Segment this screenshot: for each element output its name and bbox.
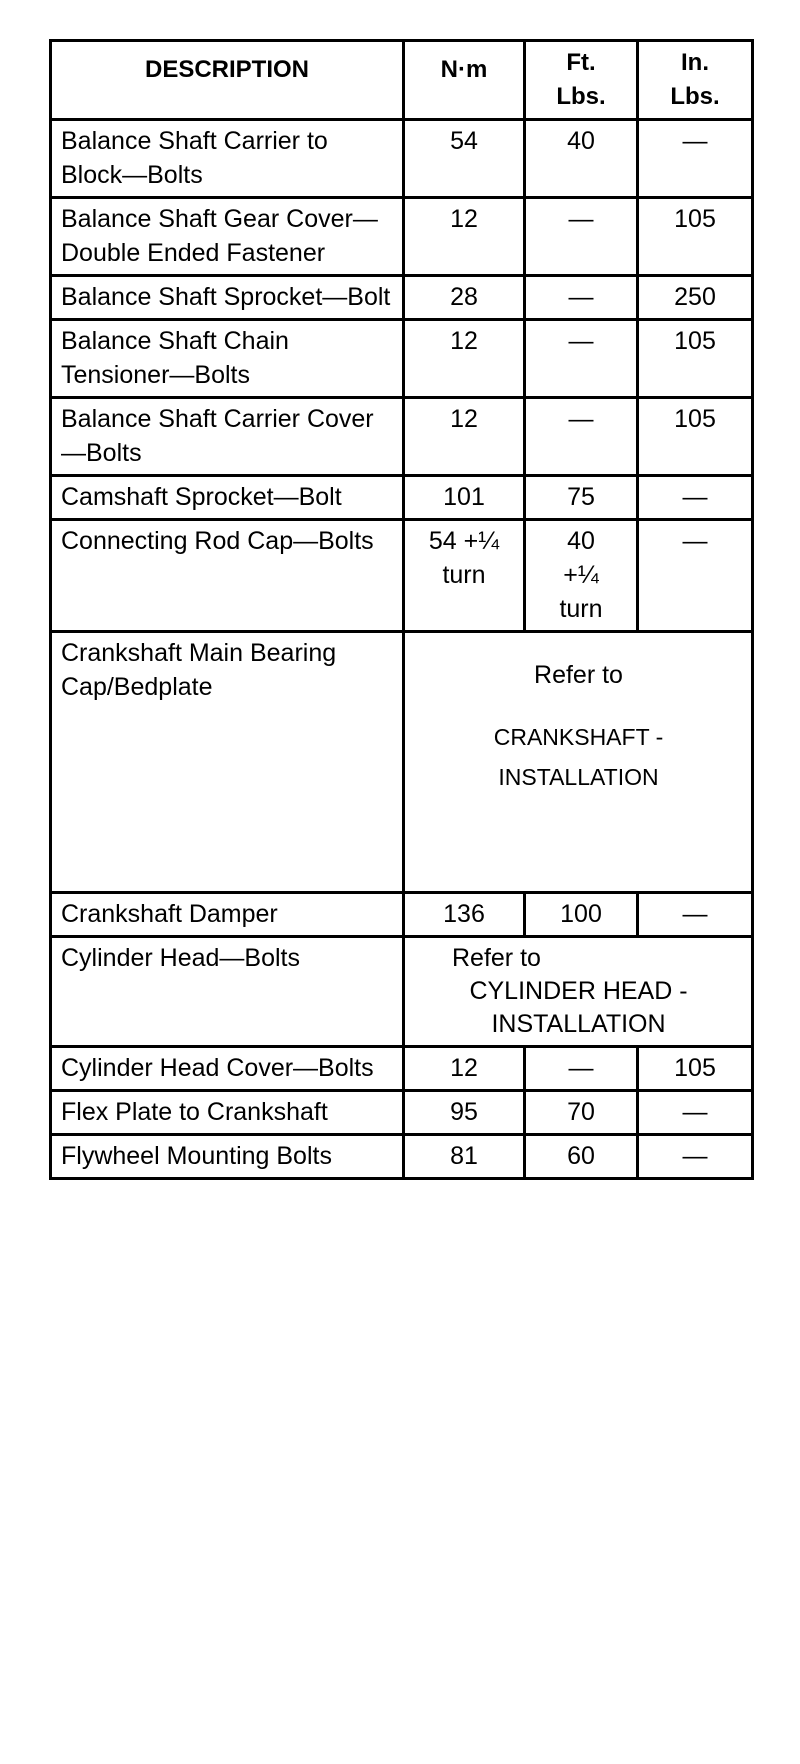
cell-nm: 101 bbox=[404, 476, 525, 520]
cell-ft-lbs: — bbox=[525, 276, 638, 320]
cell-ft-line2: +¼ bbox=[563, 561, 599, 589]
reference-line3: INSTALLATION bbox=[491, 1010, 666, 1038]
cell-ft-lbs: 100 bbox=[525, 893, 638, 937]
cell-ft-lbs bbox=[525, 520, 638, 632]
cell-description: Balance Shaft Carrier to Block—Bolts bbox=[51, 120, 404, 198]
cell-nm bbox=[404, 520, 525, 632]
cell-nm: 81 bbox=[404, 1135, 525, 1179]
cell-nm: 136 bbox=[404, 893, 525, 937]
cell-ft-lbs: 60 bbox=[525, 1135, 638, 1179]
header-in-lbs bbox=[638, 41, 753, 120]
table-row bbox=[51, 520, 753, 632]
cell-nm: 12 bbox=[404, 198, 525, 276]
cell-ft-lbs: 40 bbox=[525, 120, 638, 198]
cell-description: Camshaft Sprocket—Bolt bbox=[51, 476, 404, 520]
header-nm-label: N·m bbox=[440, 56, 488, 83]
header-ft-line1: Ft. bbox=[566, 49, 596, 76]
table-row bbox=[51, 1047, 753, 1091]
cell-nm: 95 bbox=[404, 1091, 525, 1135]
cell-ft-lbs: — bbox=[525, 320, 638, 398]
cell-in-lbs: 105 bbox=[638, 398, 753, 476]
cell-description: Cylinder Head Cover—Bolts bbox=[51, 1047, 404, 1091]
cell-in-lbs: 105 bbox=[638, 1047, 753, 1091]
cell-nm: 12 bbox=[404, 1047, 525, 1091]
table-row bbox=[51, 476, 753, 520]
table-row bbox=[51, 120, 753, 198]
torque-spec-table bbox=[49, 39, 754, 1180]
table-row bbox=[51, 893, 753, 937]
table-row bbox=[51, 398, 753, 476]
reference-line1: Refer to bbox=[452, 944, 541, 972]
cell-description: Crankshaft Main Bearing Cap/Bedplate bbox=[51, 632, 404, 893]
table-row bbox=[51, 320, 753, 398]
reference-line1: Refer to bbox=[534, 661, 623, 689]
cell-ft-line1: 40 bbox=[567, 527, 595, 555]
cell-ft-lbs: — bbox=[525, 398, 638, 476]
cell-in-lbs: — bbox=[638, 1091, 753, 1135]
cell-in-lbs: 250 bbox=[638, 276, 753, 320]
reference-line3: INSTALLATION bbox=[498, 764, 659, 790]
cell-in-lbs: — bbox=[638, 120, 753, 198]
cell-in-lbs: 105 bbox=[638, 320, 753, 398]
cell-description: Balance Shaft Gear Cover—Double Ended Fastener bbox=[51, 198, 404, 276]
cell-description: Flex Plate to Crankshaft bbox=[51, 1091, 404, 1135]
header-description bbox=[51, 41, 404, 120]
table-row bbox=[51, 276, 753, 320]
cell-description: Balance Shaft Sprocket—Bolt bbox=[51, 276, 404, 320]
table-row bbox=[51, 632, 753, 893]
cell-description: Crankshaft Damper bbox=[51, 893, 404, 937]
cell-ft-lbs: 75 bbox=[525, 476, 638, 520]
cell-reference bbox=[404, 632, 753, 893]
cell-reference bbox=[404, 937, 753, 1047]
cell-ft-lbs: 70 bbox=[525, 1091, 638, 1135]
table-row bbox=[51, 1135, 753, 1179]
cell-nm-line2: turn bbox=[442, 561, 486, 589]
header-in-line2: Lbs. bbox=[670, 83, 720, 110]
cell-description: Flywheel Mounting Bolts bbox=[51, 1135, 404, 1179]
cell-in-lbs: — bbox=[638, 520, 753, 632]
table-header-row bbox=[51, 41, 753, 120]
header-nm bbox=[404, 41, 525, 120]
cell-nm-line1: 54 +¼ bbox=[428, 527, 500, 555]
reference-line2: CRANKSHAFT - bbox=[493, 724, 664, 750]
cell-nm: 12 bbox=[404, 398, 525, 476]
table-row bbox=[51, 198, 753, 276]
cell-description: Balance Shaft Chain Tensioner—Bolts bbox=[51, 320, 404, 398]
cell-description: Connecting Rod Cap—Bolts bbox=[51, 520, 404, 632]
cell-in-lbs: 105 bbox=[638, 198, 753, 276]
header-ft-line2: Lbs. bbox=[556, 83, 606, 110]
cell-nm: 12 bbox=[404, 320, 525, 398]
cell-description: Balance Shaft Carrier Cover—Bolts bbox=[51, 398, 404, 476]
cell-in-lbs: — bbox=[638, 893, 753, 937]
cell-description: Cylinder Head—Bolts bbox=[51, 937, 404, 1047]
cell-ft-line3: turn bbox=[559, 595, 603, 623]
header-description-label: DESCRIPTION bbox=[144, 56, 309, 83]
reference-line2: CYLINDER HEAD - bbox=[469, 977, 688, 1005]
table-row bbox=[51, 1091, 753, 1135]
cell-in-lbs: — bbox=[638, 476, 753, 520]
cell-ft-lbs: — bbox=[525, 198, 638, 276]
cell-ft-lbs: — bbox=[525, 1047, 638, 1091]
table-row bbox=[51, 937, 753, 1047]
header-ft-lbs bbox=[525, 41, 638, 120]
header-in-line1: In. bbox=[681, 49, 709, 76]
cell-nm: 28 bbox=[404, 276, 525, 320]
cell-in-lbs: — bbox=[638, 1135, 753, 1179]
cell-nm: 54 bbox=[404, 120, 525, 198]
